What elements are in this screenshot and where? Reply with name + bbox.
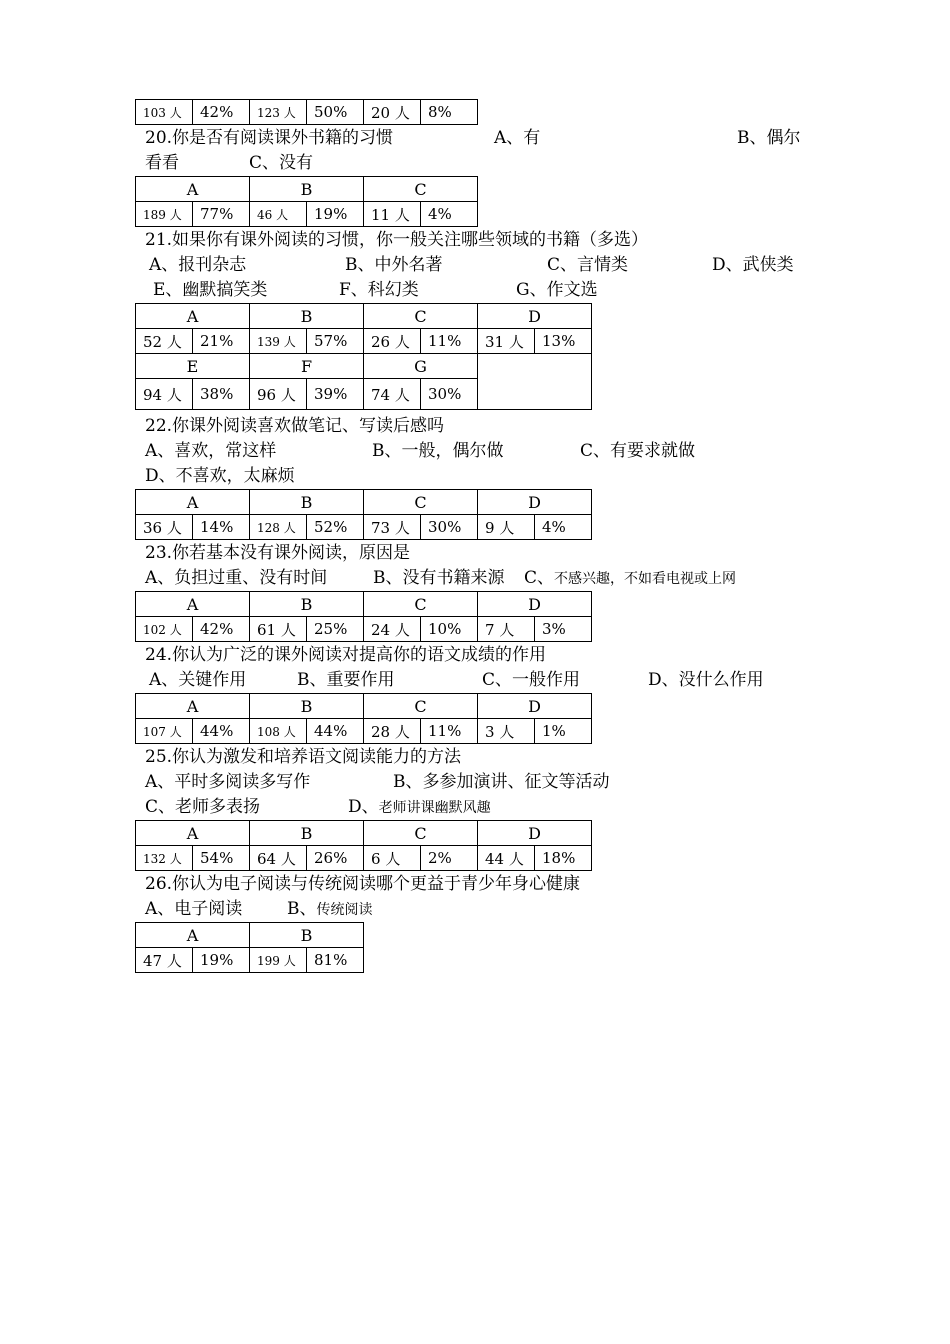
header-cell: D — [478, 304, 592, 329]
q22-option-c: C、有要求就做 — [580, 441, 696, 461]
count-cell: 11 人 — [364, 202, 421, 227]
q23-results-table — [135, 591, 592, 642]
percent-cell: 19% — [307, 202, 364, 227]
q25-option-d — [348, 795, 491, 820]
table-row — [136, 202, 478, 227]
percent-cell: 11% — [421, 719, 478, 744]
percent-cell: 52% — [307, 515, 364, 540]
q22-results-table — [135, 489, 592, 540]
table-row — [136, 515, 592, 540]
question-20-title: 20.你是否有阅读课外书籍的习惯 — [145, 128, 394, 148]
header-cell: B — [250, 304, 364, 329]
percent-cell: 54% — [193, 846, 250, 871]
q20-option-b: B、偶尔 — [737, 128, 801, 148]
header-cell: C — [364, 821, 478, 846]
header-cell: B — [250, 694, 364, 719]
q21-results-table — [135, 303, 592, 410]
header-cell: C — [364, 490, 478, 515]
q21-option-a: A、报刊杂志 — [149, 255, 247, 275]
table-header-row — [136, 694, 592, 719]
header-cell: C — [364, 177, 478, 202]
count-cell: 24 人 — [364, 617, 421, 642]
count-cell: 44 人 — [478, 846, 535, 871]
q23-option-b: B、没有书籍来源 — [373, 568, 505, 588]
count-cell: 3 人 — [478, 719, 535, 744]
header-cell: F — [250, 354, 364, 379]
q21-option-f: F、科幻类 — [339, 280, 419, 300]
percent-cell: 25% — [307, 617, 364, 642]
header-cell: A — [136, 694, 250, 719]
count-cell: 73 人 — [364, 515, 421, 540]
header-cell: D — [478, 821, 592, 846]
count-cell: 28 人 — [364, 719, 421, 744]
q20-results-table — [135, 176, 478, 227]
table-header-row — [136, 821, 592, 846]
q20-option-a: A、有 — [494, 128, 541, 148]
q23-option-a: A、负担过重、没有时间 — [145, 568, 328, 588]
percent-cell: 18% — [535, 846, 592, 871]
header-cell: C — [364, 592, 478, 617]
q26-option-b-letter: B、 — [287, 899, 317, 919]
header-cell: B — [250, 592, 364, 617]
q24-results-table — [135, 693, 592, 744]
q24-option-c: C、一般作用 — [482, 670, 581, 690]
header-cell: D — [478, 490, 592, 515]
q25-option-b: B、多参加演讲、征文等活动 — [393, 772, 610, 792]
q20-option-b-cont: 看看 — [145, 153, 179, 173]
table-row — [136, 948, 364, 973]
count-cell: 36 人 — [136, 515, 193, 540]
q19-results-table — [135, 99, 478, 125]
count-cell: 189 人 — [136, 202, 193, 227]
header-cell: C — [364, 304, 478, 329]
count-cell: 107 人 — [136, 719, 193, 744]
count-cell: 94 人 — [136, 379, 193, 410]
percent-cell: 10% — [421, 617, 478, 642]
count-cell: 47 人 — [136, 948, 193, 973]
count-cell: 128 人 — [250, 515, 307, 540]
q24-option-a: A、关键作用 — [149, 670, 247, 690]
q24-option-d: D、没什么作用 — [648, 670, 764, 690]
count-cell: 74 人 — [364, 379, 421, 410]
percent-cell: 30% — [421, 379, 478, 410]
percent-cell: 3% — [535, 617, 592, 642]
count-cell: 64 人 — [250, 846, 307, 871]
question-26-title: 26.你认为电子阅读与传统阅读哪个更益于青少年身心健康 — [145, 874, 581, 894]
header-cell: E — [136, 354, 250, 379]
count-cell: 123 人 — [250, 100, 307, 125]
q22-option-a: A、喜欢，常这样 — [145, 441, 277, 461]
percent-cell: 42% — [193, 617, 250, 642]
q21-option-b: B、中外名著 — [345, 255, 443, 275]
header-cell: B — [250, 923, 364, 948]
header-cell: B — [250, 177, 364, 202]
q23-option-c-letter: C、 — [524, 568, 555, 588]
count-cell: 108 人 — [250, 719, 307, 744]
question-24-title: 24.你认为广泛的课外阅读对提高你的语文成绩的作用 — [145, 645, 547, 665]
percent-cell: 44% — [193, 719, 250, 744]
table-header-row — [136, 923, 364, 948]
q23-option-c-text: 不感兴趣，不如看电视或上网 — [554, 571, 737, 587]
question-21-title: 21.如果你有课外阅读的习惯，你一般关注哪些领域的书籍（多选） — [145, 230, 649, 250]
header-cell: A — [136, 177, 250, 202]
q26-option-b — [287, 897, 373, 922]
count-cell: 20 人 — [364, 100, 421, 125]
table-row — [136, 846, 592, 871]
percent-cell: 39% — [307, 379, 364, 410]
header-cell: D — [478, 592, 592, 617]
percent-cell: 77% — [193, 202, 250, 227]
header-cell: A — [136, 490, 250, 515]
count-cell: 9 人 — [478, 515, 535, 540]
q21-option-c: C、言情类 — [547, 255, 629, 275]
percent-cell: 13% — [535, 329, 592, 354]
q20-option-c: C、没有 — [249, 153, 314, 173]
table-header-row — [136, 304, 592, 329]
percent-cell: 81% — [307, 948, 364, 973]
header-cell: C — [364, 694, 478, 719]
count-cell: 52 人 — [136, 329, 193, 354]
q24-option-b: B、重要作用 — [297, 670, 395, 690]
table-header-row — [136, 177, 478, 202]
table-row — [136, 617, 592, 642]
count-cell: 139 人 — [250, 329, 307, 354]
percent-cell: 4% — [535, 515, 592, 540]
q21-option-e: E、幽默搞笑类 — [153, 280, 268, 300]
q21-option-g: G、作文选 — [516, 280, 598, 300]
count-cell: 132 人 — [136, 846, 193, 871]
percent-cell: 1% — [535, 719, 592, 744]
header-cell: B — [250, 821, 364, 846]
q25-option-d-letter: D、 — [348, 797, 379, 817]
percent-cell: 44% — [307, 719, 364, 744]
header-cell: G — [364, 354, 478, 379]
header-cell: B — [250, 490, 364, 515]
count-cell: 26 人 — [364, 329, 421, 354]
q21-option-d: D、武侠类 — [712, 255, 794, 275]
percent-cell: 8% — [421, 100, 478, 125]
header-cell: A — [136, 821, 250, 846]
count-cell: 102 人 — [136, 617, 193, 642]
percent-cell: 14% — [193, 515, 250, 540]
header-cell: A — [136, 592, 250, 617]
table-header-row — [136, 490, 592, 515]
q25-option-c: C、老师多表扬 — [145, 797, 261, 817]
q22-option-b: B、一般，偶尔做 — [372, 441, 504, 461]
q25-option-a: A、平时多阅读多写作 — [145, 772, 311, 792]
q22-option-d: D、不喜欢，太麻烦 — [145, 466, 295, 486]
count-cell: 103 人 — [136, 100, 193, 125]
table-row — [136, 100, 478, 125]
table-row — [136, 329, 592, 354]
percent-cell: 21% — [193, 329, 250, 354]
count-cell: 61 人 — [250, 617, 307, 642]
count-cell: 199 人 — [250, 948, 307, 973]
count-cell: 31 人 — [478, 329, 535, 354]
percent-cell: 57% — [307, 329, 364, 354]
percent-cell: 50% — [307, 100, 364, 125]
table-header-row — [136, 592, 592, 617]
percent-cell: 30% — [421, 515, 478, 540]
q26-option-b-text: 传统阅读 — [316, 902, 373, 918]
header-cell: A — [136, 304, 250, 329]
count-cell: 96 人 — [250, 379, 307, 410]
q23-option-c — [524, 566, 736, 591]
empty-cell — [478, 354, 592, 410]
q25-option-d-text: 老师讲课幽默风趣 — [378, 800, 491, 816]
percent-cell: 42% — [193, 100, 250, 125]
q26-option-a: A、电子阅读 — [145, 899, 243, 919]
question-23-title: 23.你若基本没有课外阅读，原因是 — [145, 543, 411, 563]
count-cell: 6 人 — [364, 846, 421, 871]
header-cell: A — [136, 923, 250, 948]
count-cell: 7 人 — [478, 617, 535, 642]
percent-cell: 38% — [193, 379, 250, 410]
percent-cell: 19% — [193, 948, 250, 973]
percent-cell: 4% — [421, 202, 478, 227]
q25-results-table — [135, 820, 592, 871]
q26-results-table — [135, 922, 364, 973]
table-header-row — [136, 354, 592, 379]
count-cell: 46 人 — [250, 202, 307, 227]
header-cell: D — [478, 694, 592, 719]
table-row — [136, 719, 592, 744]
percent-cell: 2% — [421, 846, 478, 871]
question-22-title: 22.你课外阅读喜欢做笔记、写读后感吗 — [145, 416, 445, 436]
question-25-title: 25.你认为激发和培养语文阅读能力的方法 — [145, 747, 462, 767]
percent-cell: 26% — [307, 846, 364, 871]
percent-cell: 11% — [421, 329, 478, 354]
